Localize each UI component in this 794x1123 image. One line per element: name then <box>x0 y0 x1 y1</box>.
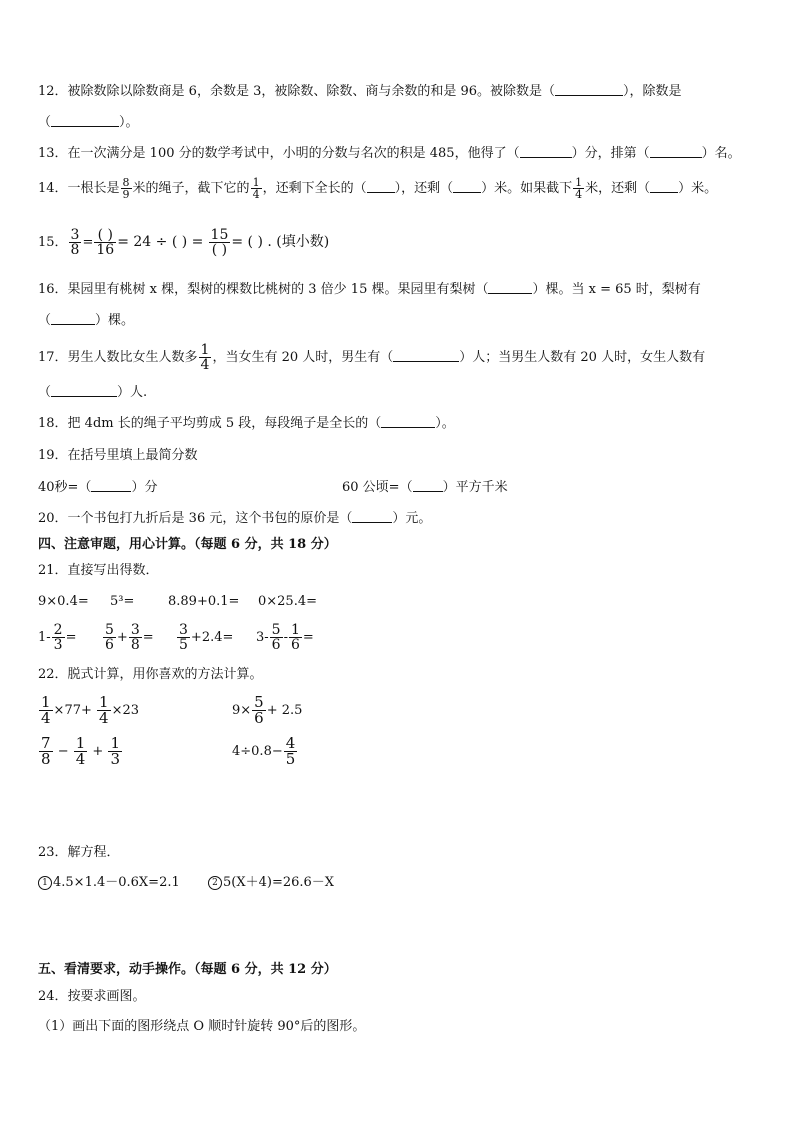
q14-text-a: 14．一根长是 <box>38 181 120 196</box>
answer-blank[interactable] <box>51 312 95 325</box>
question-12-line-2 <box>38 114 139 132</box>
q14-text-b: 米的绳子，截下它的 <box>132 181 250 196</box>
q16-text-a: 16．果园里有桃树 x 棵，梨树的棵数比桃树的 3 倍少 15 棵。果园里有梨树（ <box>38 282 489 297</box>
fraction: $\frac{5}{6}$ <box>254 693 264 727</box>
q13-text-a: 13．在一次满分是 100 分的数学考试中，小明的分数与名次的积是 485，他得了（ <box>38 146 520 161</box>
answer-blank[interactable] <box>488 281 532 294</box>
q17-text-d: （ <box>38 385 52 400</box>
answer-blank[interactable] <box>91 479 131 492</box>
q21-item: 0×25.4= <box>258 594 318 609</box>
q16-text-d: ）棵。 <box>95 313 135 328</box>
q21-item: 1- $\frac{2}{3}$ = <box>38 622 77 653</box>
q22-expression-1: $\frac{1}{4}$ ×77+ $\frac{1}{4}$ ×23 <box>41 693 139 727</box>
q21-item: 9×0.4= <box>38 594 89 609</box>
q16-text-c: （ <box>38 313 52 328</box>
q17-text-e: ）人. <box>117 385 148 400</box>
answer-blank[interactable] <box>51 384 117 397</box>
q16-text-b: ）棵。当 x = 65 时，梨树有 <box>532 282 701 297</box>
q18-text-b: ）。 <box>435 416 455 431</box>
fraction: $\frac{8}{9}$ <box>122 176 130 201</box>
section-4-heading: 四、注意审题，用心计算。（每题 6 分，共 18 分） <box>38 537 337 552</box>
q14-text-d: ），还剩（ <box>394 181 454 196</box>
question-21-title: 21．直接写出得数． <box>38 563 159 578</box>
answer-blank[interactable] <box>650 180 678 193</box>
section-5-heading: 五、看清要求，动手操作。（每题 6 分，共 12 分） <box>38 962 337 977</box>
q20-text-a: 20．一个书包打九折后是 36 元，这个书包的原价是（ <box>38 511 353 526</box>
answer-blank[interactable] <box>393 349 459 362</box>
q22-expression-4: 4÷0.8− $\frac{4}{5}$ <box>232 734 296 768</box>
q23-equation-2: 2 5(X＋4)=26.6－X <box>208 874 334 892</box>
q12-text-d: ）。 <box>119 115 139 130</box>
q17-text-b: ，当女生有 20 人时，男生有（ <box>212 350 394 365</box>
question-19-title: 19．在括号里填上最简分数 <box>38 448 198 463</box>
q14-text-f: 米，还剩（ <box>585 181 651 196</box>
q21-item: 5³= <box>110 594 135 609</box>
answer-blank[interactable] <box>555 83 623 96</box>
question-15: 15． $\frac{3}{8}$ = $\frac{( )}{16}$ = 24 ÷ ( ) = $\frac{15}{( )}$ = ( ) . (填小数) <box>38 227 330 258</box>
q12-text-b: ），除数是 <box>623 84 682 99</box>
q21-item: 3- $\frac{5}{6}$ - $\frac{1}{6}$ = <box>256 622 314 653</box>
q13-text-b: ）分，排第（ <box>571 146 650 161</box>
q20-text-b: ）元。 <box>392 511 432 526</box>
q21-item: $\frac{3}{5}$ +2.4= <box>179 622 234 653</box>
q14-text-c: ，还剩下全长的（ <box>262 181 367 196</box>
question-12-line-1 <box>38 83 682 101</box>
fraction: $\frac{5}{6}$ <box>105 622 114 653</box>
question-22-title: 22．脱式计算，用你喜欢的方法计算。 <box>38 667 263 682</box>
fraction: $\frac{3}{5}$ <box>179 622 188 653</box>
q14-text-e: ）米。如果截下 <box>481 181 573 196</box>
question-17-line-1 <box>38 340 705 376</box>
q21-item: 8.89+0.1= <box>168 594 240 609</box>
q17-text-c: ）人；当男生人数有 20 人时，女生人数有 <box>459 350 706 365</box>
question-19-a: 40秒=（ ）分 <box>38 480 158 495</box>
answer-blank[interactable] <box>453 180 481 193</box>
fraction: $\frac{3}{8}$ <box>130 622 140 653</box>
answer-blank[interactable] <box>381 415 435 428</box>
fraction: $\frac{1}{4}$ <box>575 176 583 201</box>
fraction: $\frac{1}{4}$ <box>99 693 109 727</box>
fraction: $\frac{4}{5}$ <box>285 734 296 768</box>
fraction: $\frac{15}{( )}$ <box>210 227 229 258</box>
q12-text-a: 12．被除数除以除数商是 6，余数是 3，被除数、除数、商与余数的和是 96。被除数是（ <box>38 84 556 99</box>
q15-label: 15． <box>38 235 68 250</box>
q22-expression-3: $\frac{7}{8}$ − $\frac{1}{4}$ + $\frac{1}{3}$ <box>41 734 121 768</box>
question-20 <box>38 510 431 528</box>
answer-blank[interactable] <box>352 510 392 523</box>
fraction: $\frac{1}{4}$ <box>41 693 51 727</box>
fraction: $\frac{2}{3}$ <box>53 622 63 653</box>
answer-blank[interactable] <box>413 479 443 492</box>
fraction: $\frac{5}{6}$ <box>271 622 281 653</box>
q13-text-c: ）名。 <box>701 146 741 161</box>
question-24-title: 24．按要求画图。 <box>38 989 146 1004</box>
fraction: $\frac{( )}{16}$ <box>96 227 115 258</box>
fraction: $\frac{7}{8}$ <box>41 734 51 768</box>
q18-text-a: 18．把 4dm 长的绳子平均剪成 5 段，每段绳子是全长的（ <box>38 416 382 431</box>
circled-number: 2 <box>208 876 222 890</box>
q21-item: $\frac{5}{6}$ + $\frac{3}{8}$ = <box>105 622 154 653</box>
answer-blank[interactable] <box>520 145 572 158</box>
question-17-line-2 <box>38 384 147 402</box>
question-14 <box>38 176 717 202</box>
answer-blank[interactable] <box>367 180 395 193</box>
answer-blank[interactable] <box>51 114 119 127</box>
question-16-line-2 <box>38 312 134 330</box>
fraction: $\frac{1}{6}$ <box>291 622 300 653</box>
fraction: $\frac{3}{8}$ <box>70 227 80 258</box>
question-23-title: 23．解方程． <box>38 845 120 860</box>
question-19-b: 60 公顷=（ ）平方千米 <box>342 480 508 495</box>
circled-number: 1 <box>38 876 52 890</box>
q17-text-a: 17．男生人数比女生人数多 <box>38 350 198 365</box>
q23-equation-1: 1 4.5×1.4－0.6X=2.1 <box>38 874 180 892</box>
question-16-line-1 <box>38 281 701 299</box>
fraction: $\frac{1}{3}$ <box>110 734 121 768</box>
q12-text-c: （ <box>38 115 52 130</box>
fraction: $\frac{1}{4}$ <box>75 734 86 768</box>
fraction: $\frac{1}{4}$ <box>200 342 210 373</box>
question-13 <box>38 145 741 163</box>
q22-expression-2: 9× $\frac{5}{6}$ + 2.5 <box>232 693 303 727</box>
q14-text-g: ）米。 <box>678 181 718 196</box>
question-18 <box>38 415 455 433</box>
fraction: $\frac{1}{4}$ <box>252 176 260 201</box>
question-24-sub-1: （1）画出下面的图形绕点 O 顺时针旋转 90°后的图形。 <box>38 1019 366 1034</box>
answer-blank[interactable] <box>650 145 702 158</box>
